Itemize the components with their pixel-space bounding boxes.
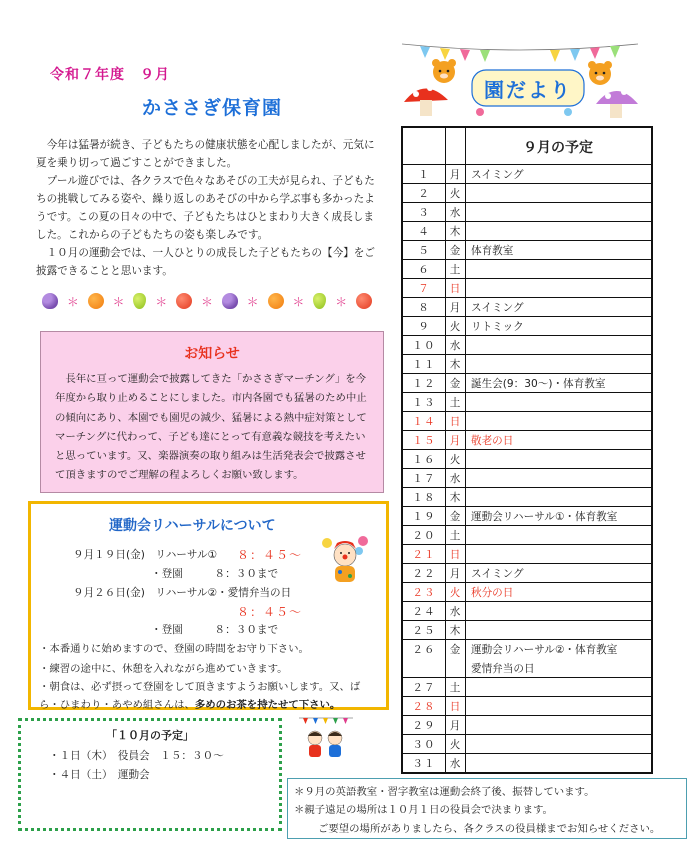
note-requests: ご要望の場所がありましたら、各クラスの役員様までお知らせください。: [318, 823, 661, 835]
schedule-row: [403, 564, 651, 583]
schedule-title: ９月の予定: [523, 140, 593, 156]
schedule-weekday: 土: [449, 264, 461, 276]
schedule-weekday: 火: [449, 188, 461, 200]
grape-icon: [42, 293, 58, 309]
schedule-event: スイミング: [471, 568, 524, 580]
schedule-day: １８: [412, 492, 436, 504]
schedule-weekday: 火: [449, 454, 461, 466]
intro-paragraph: 今年は猛暑が続き、子どもたちの健康状態を心配しましたが、元気に夏を乗り切って過ごすことができました。: [36, 139, 375, 169]
schedule-row: [403, 640, 651, 678]
schedule-row: [403, 393, 651, 412]
schedule-day: ２９: [412, 720, 436, 732]
schedule-event: 体育教室: [471, 245, 514, 257]
october-title: 「１０月の予定」: [106, 729, 194, 742]
schedule-row: [403, 678, 651, 697]
schedule-day: ９: [418, 321, 430, 333]
schedule-row: [403, 488, 651, 507]
schedule-weekday: 月: [449, 302, 461, 314]
schedule-day: ２: [418, 188, 430, 200]
schedule-day: １９: [412, 511, 436, 523]
apple-icon: [176, 293, 192, 309]
schedule-day: ２１: [412, 549, 436, 561]
schedule-event: 秋分の日: [471, 587, 514, 599]
rehearsal-1-time: ８：４５～: [237, 548, 303, 562]
schedule-row: [403, 203, 651, 222]
september-schedule-table: [401, 126, 653, 774]
schedule-weekday: 土: [449, 530, 461, 542]
schedule-weekday: 火: [449, 739, 461, 751]
rehearsal-2-time: ８：４５～: [237, 605, 303, 619]
october-schedule-box: [18, 718, 282, 831]
kids-illustration: [297, 712, 355, 762]
schedule-row: [403, 697, 651, 716]
rehearsal-note-breaks: ・練習の途中に、休憩を入れながら進めていきます。: [39, 663, 288, 675]
schedule-weekday: 水: [449, 207, 461, 219]
schedule-day: ３０: [412, 739, 436, 751]
schedule-weekday: 日: [449, 701, 461, 713]
schedule-day: ３: [418, 207, 430, 219]
rehearsal-note-classes: ら・ひまわり・あやめ組さんは、: [39, 699, 195, 711]
schedule-weekday: 月: [449, 568, 461, 580]
schedule-day: ２６: [412, 644, 436, 656]
schedule-row: [403, 165, 651, 184]
schedule-event: 運動会リハーサル①・体育教室: [471, 511, 618, 523]
schedule-row: [403, 450, 651, 469]
grape-icon: [222, 293, 238, 309]
schedule-row: [403, 754, 651, 773]
schedule-day: １６: [412, 454, 436, 466]
schedule-row: [403, 241, 651, 260]
schedule-day: ２８: [412, 701, 436, 713]
asterisk-icon: ＊: [66, 294, 79, 309]
asterisk-icon: ＊: [155, 294, 168, 309]
schedule-day: ２２: [412, 568, 436, 580]
rehearsal-2-date: ９月２６日(金) リハーサル②・愛情弁当の日: [73, 587, 292, 599]
schedule-event: 運動会リハーサル②・体育教室: [471, 644, 618, 656]
intro-paragraph: プール遊びでは、各クラスで色々なあそびの工夫が見られ、子どもたちの挑戦してみる姿や、繰り返しのあそびの中から学ぶ事も多かったようです。この夏の日々の中で、子どもたちはひとまわり大きく成長しました。これからの子どもたちの姿も楽しみです。: [36, 175, 375, 241]
schedule-row: [403, 184, 651, 203]
schedule-weekday: 日: [449, 283, 461, 295]
fruit-border: [42, 291, 372, 311]
orange-icon: [88, 293, 104, 309]
schedule-day: ２３: [412, 587, 436, 599]
october-item: ・４日（土） 運動会: [49, 769, 150, 781]
schedule-row: [403, 374, 651, 393]
schedule-day: ４: [418, 226, 430, 238]
orange-icon: [268, 293, 284, 309]
schedule-weekday: 木: [449, 492, 461, 504]
schedule-row: [403, 298, 651, 317]
schedule-day: １１: [412, 359, 436, 371]
schedule-weekday: 月: [449, 435, 461, 447]
schedule-weekday: 月: [449, 720, 461, 732]
schedule-weekday: 水: [449, 758, 461, 770]
schedule-event: 愛情弁当の日: [471, 663, 535, 675]
notice-box: [40, 331, 384, 493]
schedule-weekday: 日: [449, 549, 461, 561]
schedule-weekday: 金: [449, 511, 461, 523]
schedule-row: [403, 545, 651, 564]
schedule-row: [403, 355, 651, 374]
schedule-weekday: 水: [449, 340, 461, 352]
schedule-weekday: 木: [449, 226, 461, 238]
apple-icon: [356, 293, 372, 309]
rehearsal-title: 運動会リハーサルについて: [109, 518, 276, 534]
schedule-row: [403, 260, 651, 279]
schedule-weekday: 金: [449, 378, 461, 390]
rehearsal-note-punctual: ・本番通りに始めますので、登園の時間をお守り下さい。: [39, 643, 309, 655]
schedule-day: ５: [418, 245, 430, 257]
newsletter-logo: [400, 38, 640, 120]
schedule-event: 誕生会(9：30～)・体育教室: [471, 378, 606, 390]
schedule-day: １５: [412, 435, 436, 447]
schedule-day: １０: [412, 340, 436, 352]
rehearsal-note-tea: 多めのお茶を持たせて下さい。: [194, 699, 341, 711]
schedule-event: スイミング: [471, 302, 524, 314]
schedule-weekday: 水: [449, 606, 461, 618]
schedule-weekday: 火: [449, 321, 461, 333]
schedule-day: ２０: [412, 530, 436, 542]
schedule-row: [403, 735, 651, 754]
notice-body: 長年に亘って運動会で披露してきた「かささぎマーチング」を今年度から取り止めることにしました。市内各園でも猛暑のため中止の傾向にあり、本園でも園児の減少、猛暑による熱中症対策としてマーチングに代わって、子ども達にとって有意義な競技を考えたいと思っています。又、楽器演奏の取り組みは生活発表会で披露させて頂きますのでご理解の程よろしくお願い致します。: [55, 373, 367, 482]
note-excursion: ＊親子遠足の場所は１０月１日の役員会で決まります。: [294, 804, 553, 816]
schedule-day: ２４: [412, 606, 436, 618]
schedule-day: ７: [418, 283, 430, 295]
schedule-row: [403, 336, 651, 355]
schedule-weekday: 木: [449, 359, 461, 371]
october-item: ・１日（木） 役員会 １５：３０～: [49, 750, 224, 762]
school-name: かささぎ保育園: [142, 97, 283, 119]
schedule-day: １２: [412, 378, 436, 390]
schedule-day: １: [418, 169, 430, 181]
schedule-day: ２５: [412, 625, 436, 637]
schedule-event: 敬老の日: [471, 435, 514, 447]
newsletter-logo-text: 園だより: [484, 78, 572, 102]
schedule-day: ８: [418, 302, 430, 314]
rehearsal-1-arrival: ・登園 ８：３０まで: [151, 568, 279, 580]
schedule-day: １３: [412, 397, 436, 409]
schedule-weekday: 木: [449, 625, 461, 637]
schedule-weekday: 土: [449, 397, 461, 409]
clown-illustration: [319, 533, 371, 587]
asterisk-icon: ＊: [200, 294, 213, 309]
asterisk-icon: ＊: [246, 294, 259, 309]
intro-paragraph: １０月の運動会では、一人ひとりの成長した子どもたちの【今】をご披露できることと思います。: [36, 247, 375, 277]
schedule-weekday: 日: [449, 416, 461, 428]
schedule-row: [403, 317, 651, 336]
schedule-weekday: 水: [449, 473, 461, 485]
note-lessons: ＊９月の英語教室・習字教室は運動会終了後、振替しています。: [294, 786, 595, 798]
schedule-day: ３１: [412, 758, 436, 770]
rehearsal-1-date: ９月１９日(金) リハーサル①: [73, 549, 218, 561]
schedule-header-row: [403, 128, 651, 165]
asterisk-icon: ＊: [335, 294, 348, 309]
pear-icon: [313, 293, 326, 309]
schedule-row: [403, 583, 651, 602]
schedule-row: [403, 412, 651, 431]
schedule-day: ６: [418, 264, 430, 276]
schedule-weekday: 月: [449, 169, 461, 181]
pear-icon: [133, 293, 146, 309]
schedule-day: １７: [412, 473, 436, 485]
schedule-event: リトミック: [471, 321, 524, 333]
schedule-row: [403, 602, 651, 621]
schedule-weekday: 土: [449, 682, 461, 694]
schedule-row: [403, 431, 651, 450]
schedule-row: [403, 279, 651, 298]
schedule-day: ２７: [412, 682, 436, 694]
schedule-row: [403, 526, 651, 545]
notice-title: お知らせ: [184, 346, 240, 362]
schedule-row: [403, 507, 651, 526]
schedule-weekday: 金: [449, 644, 461, 656]
asterisk-icon: ＊: [112, 294, 125, 309]
bottom-notes-box: [287, 778, 687, 839]
rehearsal-note-breakfast: ・朝食は、必ず摂って登園をして頂きますようお願いします。又、ば: [39, 681, 361, 693]
intro-text: [36, 136, 381, 280]
schedule-weekday: 火: [449, 587, 461, 599]
schedule-row: [403, 621, 651, 640]
newsletter-date: 令和７年度 ９月: [50, 67, 170, 83]
schedule-day: １４: [412, 416, 436, 428]
asterisk-icon: ＊: [292, 294, 305, 309]
rehearsal-2-arrival: ・登園 ８：３０まで: [151, 624, 279, 636]
schedule-weekday: 金: [449, 245, 461, 257]
schedule-row: [403, 469, 651, 488]
schedule-row: [403, 716, 651, 735]
schedule-row: [403, 222, 651, 241]
schedule-event: スイミング: [471, 169, 524, 181]
